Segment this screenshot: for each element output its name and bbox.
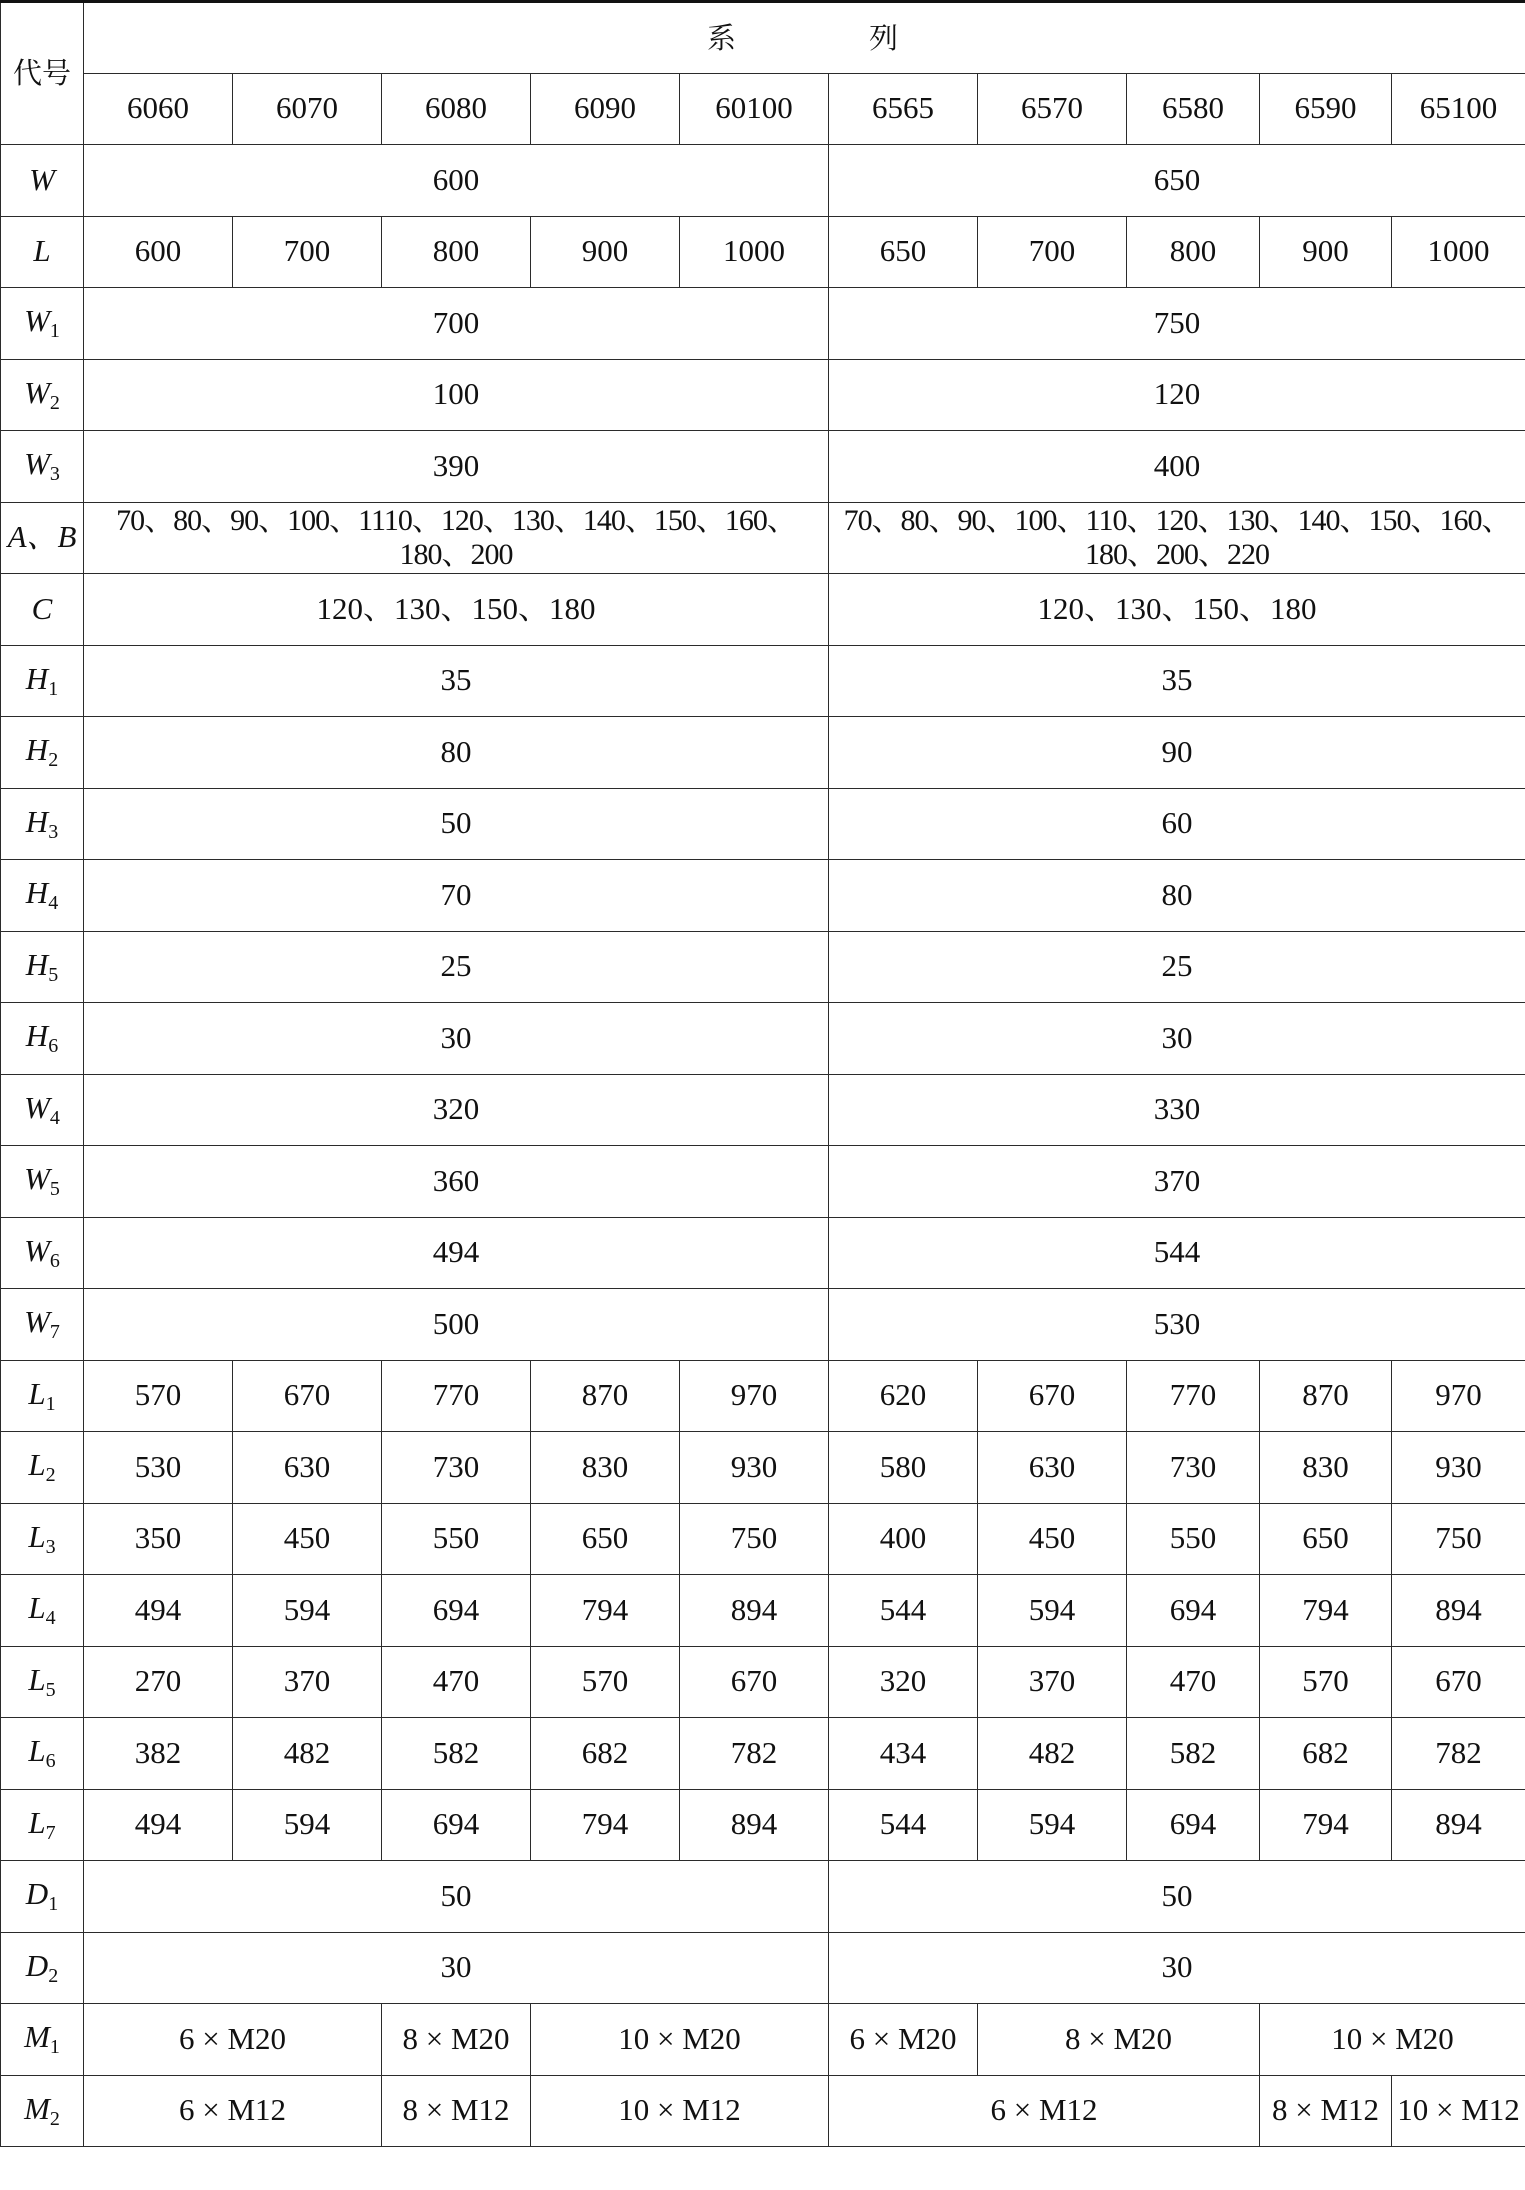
value-65-series: 750 <box>829 288 1525 360</box>
value-65-series: 370 <box>829 1146 1525 1218</box>
code-subscript: 5 <box>49 1178 60 1201</box>
value-cell: 930 <box>680 1432 829 1504</box>
code-subscript: 4 <box>49 1106 60 1129</box>
value-cell: 320 <box>829 1646 978 1718</box>
code-subscript: 6 <box>45 1750 56 1773</box>
row-l3 <box>1 1503 1525 1575</box>
code-symbol: W <box>24 374 50 410</box>
code-symbol: H <box>25 946 49 982</box>
code-cell-w1 <box>1 288 84 360</box>
row-l4 <box>1 1575 1525 1647</box>
value-cell: 620 <box>829 1360 978 1432</box>
code-subscript: 2 <box>49 391 60 414</box>
value-cell: 900 <box>531 216 680 288</box>
value-cell: 830 <box>1260 1432 1392 1504</box>
value-cell: 544 <box>829 1575 978 1647</box>
value-cell: 482 <box>233 1718 382 1790</box>
code-cell-d2 <box>1 1932 84 2004</box>
code-symbol: A、B <box>7 519 77 555</box>
value-cell: 370 <box>978 1646 1127 1718</box>
code-subscript: 1 <box>48 677 59 700</box>
code-subscript: 7 <box>45 1821 56 1844</box>
value-60-series: 50 <box>84 1861 829 1933</box>
series-6090: 6090 <box>531 73 680 145</box>
value-cell: 594 <box>978 1575 1127 1647</box>
row-l <box>1 216 1525 288</box>
value-cell: 670 <box>680 1646 829 1718</box>
value-cell: 450 <box>978 1503 1127 1575</box>
code-symbol: H <box>25 1018 49 1054</box>
value-65-series: 35 <box>829 645 1525 717</box>
value-cell: 580 <box>829 1432 978 1504</box>
row-w6 <box>1 1217 1525 1289</box>
code-subscript: 2 <box>48 749 59 772</box>
code-cell-h3 <box>1 788 84 860</box>
value-65-series: 120 <box>829 359 1525 431</box>
value-cell: 750 <box>680 1503 829 1575</box>
value-60-series: 320 <box>84 1074 829 1146</box>
value-cell: 494 <box>84 1789 233 1861</box>
code-subscript: 7 <box>49 1321 60 1344</box>
code-symbol: W <box>24 303 50 339</box>
value-cell: 970 <box>680 1360 829 1432</box>
row-h3 <box>1 788 1525 860</box>
code-symbol: M <box>24 2090 50 2126</box>
series-header: 系 列 <box>84 2 1525 74</box>
series-6570: 6570 <box>978 73 1127 145</box>
code-cell-l <box>1 216 84 288</box>
code-subscript: 6 <box>48 1035 59 1058</box>
code-symbol: W <box>24 1161 50 1197</box>
value-60-series: 100 <box>84 359 829 431</box>
code-cell-w <box>1 145 84 217</box>
code-subscript: 3 <box>45 1535 56 1558</box>
bolt-spec-cell: 10 × M12 <box>531 2075 829 2147</box>
code-cell-h5 <box>1 931 84 1003</box>
bolt-spec-cell: 8 × M20 <box>978 2004 1260 2076</box>
value-cell: 530 <box>84 1432 233 1504</box>
value-cell: 894 <box>1392 1575 1525 1647</box>
value-60-series: 35 <box>84 645 829 717</box>
code-cell-l3 <box>1 1503 84 1575</box>
code-cell-w6 <box>1 1217 84 1289</box>
row-c <box>1 574 1525 646</box>
value-cell: 794 <box>1260 1575 1392 1647</box>
code-cell-l5 <box>1 1646 84 1718</box>
value-cell: 894 <box>680 1575 829 1647</box>
value-cell: 670 <box>1392 1646 1525 1718</box>
row-w2 <box>1 359 1525 431</box>
value-cell: 870 <box>1260 1360 1392 1432</box>
value-60-series: 70、80、90、100、1110、120、130、140、150、160、180、200 <box>84 502 829 574</box>
value-cell: 570 <box>84 1360 233 1432</box>
code-symbol: H <box>25 732 49 768</box>
value-cell: 494 <box>84 1575 233 1647</box>
code-cell-m2 <box>1 2075 84 2147</box>
code-symbol: M <box>24 2019 50 2055</box>
row-l6 <box>1 1718 1525 1790</box>
code-cell-w2 <box>1 359 84 431</box>
bolt-spec-cell: 10 × M12 <box>1392 2075 1525 2147</box>
value-cell: 1000 <box>680 216 829 288</box>
value-60-series: 70 <box>84 860 829 932</box>
row-d1 <box>1 1861 1525 1933</box>
code-cell-w5 <box>1 1146 84 1218</box>
row-w3 <box>1 431 1525 503</box>
row-h4 <box>1 860 1525 932</box>
value-cell: 730 <box>382 1432 531 1504</box>
code-cell-d1 <box>1 1861 84 1933</box>
value-65-series: 90 <box>829 717 1525 789</box>
bolt-spec-cell: 10 × M20 <box>1260 2004 1525 2076</box>
header-row-1 <box>1 2 1525 74</box>
code-symbol: W <box>24 1089 50 1125</box>
code-subscript: 2 <box>45 1464 56 1487</box>
bolt-spec-cell: 10 × M20 <box>531 2004 829 2076</box>
code-symbol: H <box>25 875 49 911</box>
value-65-series: 650 <box>829 145 1525 217</box>
bolt-spec-cell: 6 × M20 <box>84 2004 382 2076</box>
code-header: 代号 <box>1 2 84 145</box>
value-cell: 800 <box>1127 216 1260 288</box>
value-cell: 700 <box>978 216 1127 288</box>
value-cell: 970 <box>1392 1360 1525 1432</box>
row-l2 <box>1 1432 1525 1504</box>
code-cell-l1 <box>1 1360 84 1432</box>
code-symbol: W <box>24 1232 50 1268</box>
value-cell: 630 <box>978 1432 1127 1504</box>
value-60-series: 50 <box>84 788 829 860</box>
value-60-series: 390 <box>84 431 829 503</box>
code-symbol: L <box>28 1375 46 1411</box>
value-65-series: 70、80、90、100、110、120、130、140、150、160、180、200、220 <box>829 502 1525 574</box>
series-60100: 60100 <box>680 73 829 145</box>
bolt-spec-cell: 6 × M12 <box>84 2075 382 2147</box>
row-w <box>1 145 1525 217</box>
value-60-series: 30 <box>84 1003 829 1075</box>
value-60-series: 700 <box>84 288 829 360</box>
row-w1 <box>1 288 1525 360</box>
code-symbol: L <box>28 1518 46 1554</box>
row-h2 <box>1 717 1525 789</box>
code-subscript: 4 <box>48 892 59 915</box>
value-cell: 450 <box>233 1503 382 1575</box>
value-cell: 544 <box>829 1789 978 1861</box>
code-cell-ab <box>1 502 84 574</box>
value-60-series: 25 <box>84 931 829 1003</box>
code-symbol: D <box>25 1876 49 1912</box>
value-cell: 650 <box>531 1503 680 1575</box>
code-cell-w4 <box>1 1074 84 1146</box>
value-cell: 594 <box>233 1575 382 1647</box>
code-subscript: 1 <box>48 1893 59 1916</box>
code-cell-h4 <box>1 860 84 932</box>
value-cell: 550 <box>1127 1503 1260 1575</box>
bolt-spec-cell: 6 × M12 <box>829 2075 1260 2147</box>
value-cell: 270 <box>84 1646 233 1718</box>
series-6080: 6080 <box>382 73 531 145</box>
value-cell: 594 <box>233 1789 382 1861</box>
code-symbol: L <box>28 1447 46 1483</box>
code-symbol: L <box>28 1590 46 1626</box>
value-cell: 650 <box>829 216 978 288</box>
value-cell: 550 <box>382 1503 531 1575</box>
value-cell: 800 <box>382 216 531 288</box>
value-cell: 750 <box>1392 1503 1525 1575</box>
code-symbol: L <box>28 1804 46 1840</box>
value-60-series: 30 <box>84 1932 829 2004</box>
series-6565: 6565 <box>829 73 978 145</box>
value-cell: 782 <box>1392 1718 1525 1790</box>
code-cell-h1 <box>1 645 84 717</box>
value-65-series: 400 <box>829 431 1525 503</box>
code-symbol: L <box>33 233 51 269</box>
bolt-spec-cell: 8 × M20 <box>382 2004 531 2076</box>
value-cell: 350 <box>84 1503 233 1575</box>
value-cell: 770 <box>382 1360 531 1432</box>
code-symbol: H <box>25 660 49 696</box>
code-subscript: 3 <box>49 463 60 486</box>
row-d2 <box>1 1932 1525 2004</box>
value-65-series: 530 <box>829 1289 1525 1361</box>
code-subscript: 2 <box>48 1964 59 1987</box>
code-symbol: L <box>28 1661 46 1697</box>
value-cell: 1000 <box>1392 216 1525 288</box>
code-cell-m1 <box>1 2004 84 2076</box>
code-cell-w7 <box>1 1289 84 1361</box>
value-60-series: 600 <box>84 145 829 217</box>
value-cell: 770 <box>1127 1360 1260 1432</box>
code-symbol: C <box>31 590 53 626</box>
series-6060: 6060 <box>84 73 233 145</box>
value-cell: 730 <box>1127 1432 1260 1504</box>
code-subscript: 4 <box>45 1607 56 1630</box>
value-60-series: 494 <box>84 1217 829 1289</box>
value-60-series: 80 <box>84 717 829 789</box>
value-cell: 370 <box>233 1646 382 1718</box>
code-symbol: W <box>29 161 55 197</box>
value-cell: 794 <box>1260 1789 1392 1861</box>
series-65100: 65100 <box>1392 73 1525 145</box>
value-cell: 670 <box>978 1360 1127 1432</box>
value-65-series: 330 <box>829 1074 1525 1146</box>
code-symbol: H <box>25 803 49 839</box>
code-symbol: W <box>24 1304 50 1340</box>
value-65-series: 50 <box>829 1861 1525 1933</box>
value-65-series: 544 <box>829 1217 1525 1289</box>
code-subscript: 5 <box>45 1678 56 1701</box>
row-w5 <box>1 1146 1525 1218</box>
row-ab <box>1 502 1525 574</box>
code-cell-l4 <box>1 1575 84 1647</box>
row-m1 <box>1 2004 1525 2076</box>
code-cell-l2 <box>1 1432 84 1504</box>
code-cell-l7 <box>1 1789 84 1861</box>
value-cell: 694 <box>382 1789 531 1861</box>
value-cell: 582 <box>1127 1718 1260 1790</box>
series-6580: 6580 <box>1127 73 1260 145</box>
value-cell: 700 <box>233 216 382 288</box>
row-l5 <box>1 1646 1525 1718</box>
code-symbol: L <box>28 1733 46 1769</box>
row-w7 <box>1 1289 1525 1361</box>
value-cell: 694 <box>1127 1575 1260 1647</box>
value-65-series: 80 <box>829 860 1525 932</box>
code-cell-l6 <box>1 1718 84 1790</box>
row-h5 <box>1 931 1525 1003</box>
code-subscript: 2 <box>49 2107 60 2130</box>
value-cell: 482 <box>978 1718 1127 1790</box>
row-w4 <box>1 1074 1525 1146</box>
value-cell: 900 <box>1260 216 1392 288</box>
value-60-series: 360 <box>84 1146 829 1218</box>
value-cell: 594 <box>978 1789 1127 1861</box>
value-cell: 794 <box>531 1575 680 1647</box>
code-subscript: 5 <box>48 963 59 986</box>
code-subscript: 3 <box>48 820 59 843</box>
code-symbol: W <box>24 446 50 482</box>
value-65-series: 30 <box>829 1003 1525 1075</box>
value-cell: 894 <box>680 1789 829 1861</box>
code-cell-h2 <box>1 717 84 789</box>
value-cell: 682 <box>1260 1718 1392 1790</box>
value-cell: 630 <box>233 1432 382 1504</box>
code-subscript: 1 <box>49 320 60 343</box>
code-cell-h6 <box>1 1003 84 1075</box>
value-cell: 600 <box>84 216 233 288</box>
code-subscript: 6 <box>49 1249 60 1272</box>
value-cell: 570 <box>1260 1646 1392 1718</box>
row-h1 <box>1 645 1525 717</box>
code-cell-w3 <box>1 431 84 503</box>
value-cell: 794 <box>531 1789 680 1861</box>
code-symbol: D <box>25 1947 49 1983</box>
value-cell: 782 <box>680 1718 829 1790</box>
value-cell: 670 <box>233 1360 382 1432</box>
value-cell: 694 <box>1127 1789 1260 1861</box>
value-cell: 570 <box>531 1646 680 1718</box>
series-6590: 6590 <box>1260 73 1392 145</box>
value-cell: 930 <box>1392 1432 1525 1504</box>
value-65-series: 25 <box>829 931 1525 1003</box>
value-cell: 400 <box>829 1503 978 1575</box>
value-cell: 470 <box>382 1646 531 1718</box>
value-cell: 694 <box>382 1575 531 1647</box>
header-row-2 <box>1 73 1525 145</box>
value-60-series: 120、130、150、180 <box>84 574 829 646</box>
value-65-series: 120、130、150、180 <box>829 574 1525 646</box>
row-h6 <box>1 1003 1525 1075</box>
bolt-spec-cell: 8 × M12 <box>1260 2075 1392 2147</box>
value-cell: 650 <box>1260 1503 1392 1575</box>
value-cell: 470 <box>1127 1646 1260 1718</box>
value-cell: 830 <box>531 1432 680 1504</box>
value-cell: 894 <box>1392 1789 1525 1861</box>
code-subscript: 1 <box>45 1392 56 1415</box>
row-l7 <box>1 1789 1525 1861</box>
row-m2 <box>1 2075 1525 2147</box>
value-cell: 870 <box>531 1360 680 1432</box>
row-l1 <box>1 1360 1525 1432</box>
series-6070: 6070 <box>233 73 382 145</box>
bolt-spec-cell: 8 × M12 <box>382 2075 531 2147</box>
bolt-spec-cell: 6 × M20 <box>829 2004 978 2076</box>
value-cell: 682 <box>531 1718 680 1790</box>
value-cell: 582 <box>382 1718 531 1790</box>
code-cell-c <box>1 574 84 646</box>
value-60-series: 500 <box>84 1289 829 1361</box>
value-cell: 382 <box>84 1718 233 1790</box>
code-subscript: 1 <box>49 2036 60 2059</box>
value-65-series: 60 <box>829 788 1525 860</box>
value-cell: 434 <box>829 1718 978 1790</box>
value-65-series: 30 <box>829 1932 1525 2004</box>
